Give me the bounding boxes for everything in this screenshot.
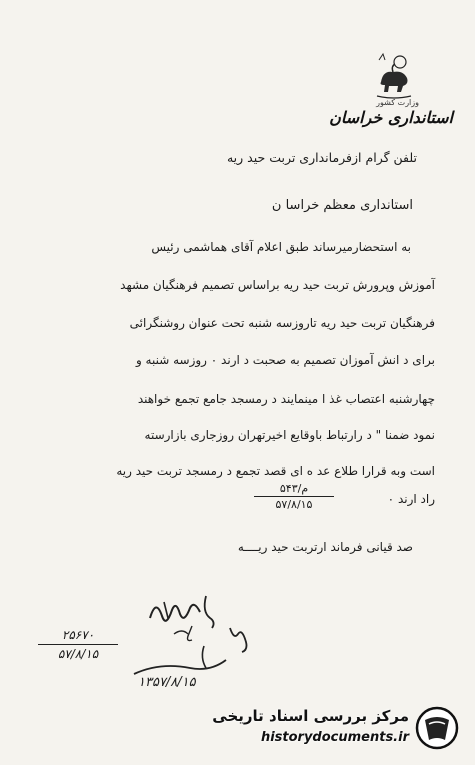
- telegram-header: تلفن گرام ازفرمانداری تربت حید ریه: [226, 150, 417, 165]
- reference-date: ۵۷/۸/۱۵: [275, 498, 313, 511]
- body-line: راد ارند ۰: [387, 492, 435, 506]
- reference-number-date: [254, 482, 334, 511]
- letterhead-title: استانداری خراسان: [329, 108, 453, 127]
- recipient-line: استانداری معظم خراسا ن: [271, 198, 413, 213]
- handwritten-registry: [38, 628, 118, 661]
- body-line: برای د انش آموزان تصمیم به صحبت د ارند ۰ روزسه شنبه و: [135, 353, 435, 367]
- archive-logo-icon: [415, 706, 459, 750]
- signature-date: ۱۳۵۷/۸/۱۵: [138, 675, 196, 688]
- body-line: نمود ضمنا " د رارتباط باوقایع اخیرتهران روزجاری بازارسته: [144, 428, 435, 442]
- body-line: است وبه قرارا طلاع عد ه ای قصد تجمع د رمسجد تربت حید ریه: [116, 464, 435, 478]
- body-line: آموزش وپرورش تربت حید ریه براساس تصمیم فرهنگیان مشهد: [120, 278, 435, 292]
- registry-date: ۵۷/۸/۱۵: [57, 647, 99, 661]
- body-line: به استحضارمیرساند طبق اعلام آقای هماشمی رئیس: [151, 240, 411, 254]
- lion-and-sun-emblem-icon: [373, 52, 415, 102]
- reference-number: ۵۴۳/م: [254, 482, 334, 497]
- letterhead-subtitle: وزارت کشور: [376, 98, 419, 107]
- body-line: فرهنگیان تربت حید ریه تاروزسه شنبه تحت عنوان روشنگرائی: [129, 316, 435, 330]
- watermark: [190, 702, 465, 754]
- watermark-persian: مرکز بررسی اسناد تاریخی: [212, 707, 409, 725]
- body-line: چهارشنبه اعتصاب غذ ا مینمایند د رمسجد جامع تجمع خواهند: [137, 392, 435, 406]
- handwritten-signature: [130, 588, 270, 688]
- watermark-url: historydocuments.ir: [260, 730, 409, 745]
- signatory-line: صد قیانی فرماند ارتربت حید ریــــه: [237, 540, 413, 554]
- registry-number: ۲۵۶۷۰: [38, 628, 118, 645]
